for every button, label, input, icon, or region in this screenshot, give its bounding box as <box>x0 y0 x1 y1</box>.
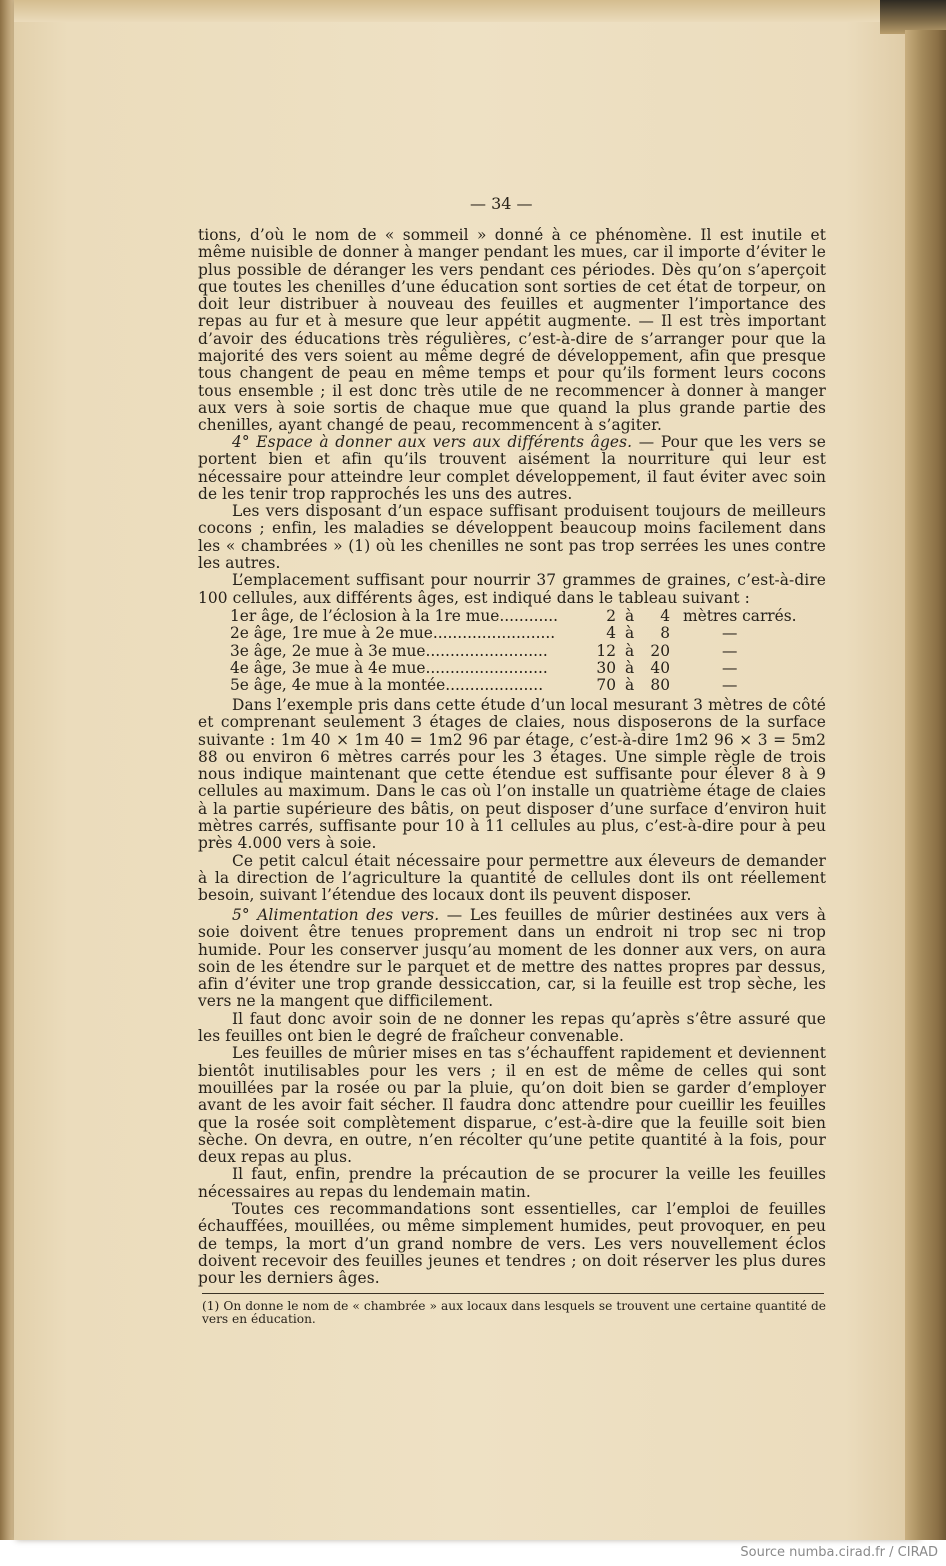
next-page-edge <box>905 30 946 1540</box>
table-row <box>230 608 800 625</box>
table-to: 40 <box>650 658 670 677</box>
table-row-label: 3e âge, 2e mue à 3e mue......................... <box>230 641 548 660</box>
table-to: 20 <box>650 641 670 660</box>
table-row <box>230 660 800 677</box>
binding-shadow <box>880 0 946 34</box>
table-row-label: 5e âge, 4e mue à la montée.................... <box>230 676 544 695</box>
body-text-middle <box>198 697 826 905</box>
table-ditto: — <box>722 676 738 695</box>
section-4-paragraph <box>198 434 826 503</box>
paragraph: Les feuilles de mûrier mises en tas s’échauffent rapidement et deviennent bientôt inutilisables pour les vers ; il en est de même de celles qui sont mouillées par la rosée ou par la pluie, qu’on doit bien se garder d’employer avant de les avoir fait sécher. Il faudra donc attendre pour cueillir les feuilles que la rosée soit complètement disparue, c’est-à-dire que la feuille soit bien sèche. On devra, en outre, n’en récolter qu’une petite quantité à la fois, pour deux repas au plus. <box>198 1044 826 1167</box>
table-row-label: 4e âge, 3e mue à 4e mue......................... <box>230 658 548 677</box>
section-5 <box>198 907 826 1288</box>
table-from: 2 <box>606 607 616 625</box>
table-row-label: 2e âge, 1re mue à 2e mue......................... <box>230 624 556 643</box>
table-from: 70 <box>596 676 616 695</box>
page-number: — 34 — <box>470 194 533 213</box>
table-row-label: 1er âge, de l’éclosion à la 1re mue............ <box>230 607 559 625</box>
table-row <box>230 625 800 642</box>
section-4-text: — Pour que les vers se portent bien et afin qu’ils trouvent aisément la nourriture qui leur est nécessaire pour atteindre leur complet développement, il faut éviter avec soin de les tenir trop rapprochés les uns des autres. <box>198 433 826 503</box>
paragraph: tions, d’où le nom de « sommeil » donné à ce phénomène. Il est inutile et même nuisible de donner à manger pendant les mues, car il importe d’éviter le plus possible de déranger les vers pendant ces périodes. Dès qu’on s’aperçoit que toutes les chenilles d’une éducation sont sorties de cet état de torpeur, on doit leur distribuer à nouveau des feuilles et augmenter l’importance des repas au fur et à mesure que leur appétit augmente. — Il est très important d’avoir des éducations très régulières, c’est-à-dire de s’arranger pour que la majorité des vers soient au même degré de développement, afin que presque tous changent de peau en même temps et pour qu’ils forment leurs cocons tous ensemble ; il est donc très utile de ne recommencer à donner à manger aux vers à soie sortis de chaque mue que quand la plus grande partie des chenilles, ayant changé de peau, recommencent à s’agiter. <box>198 226 826 435</box>
footnote-rule <box>202 1293 824 1294</box>
table-ditto: — <box>722 658 738 677</box>
table-row <box>230 677 800 694</box>
table-ditto: — <box>722 641 738 660</box>
paragraph: Toutes ces recommandations sont essentielles, car l’emploi de feuilles échauffées, mouillées, ou même simplement humides, peut provoquer, en peu de temps, la mort d’un grand nombre de vers. Les vers nouvellement éclos doivent recevoir des feuilles jeunes et tendres ; on doit réserver les plus dures pour les derniers âges. <box>198 1200 826 1288</box>
table-to: 8 <box>660 624 670 643</box>
table-to: 4 <box>660 607 670 625</box>
table-sep: à <box>625 641 635 660</box>
table-from: 12 <box>596 641 616 660</box>
table-sep: à <box>625 658 635 677</box>
table-unit: mètres carrés. <box>683 607 797 625</box>
section-4-heading: 4° Espace à donner aux vers aux différents âges. <box>232 433 633 451</box>
table-from: 30 <box>596 658 616 677</box>
table-row <box>230 643 800 660</box>
table-sep: à <box>625 624 635 643</box>
paragraph: Il faut donc avoir soin de ne donner les repas qu’après s’être assuré que les feuilles ont bien le degré de fraîcheur convenable. <box>198 1009 826 1046</box>
paragraph: Les vers disposant d’un espace suffisant produisent toujours de meilleurs cocons ; enfin, les maladies se développent beaucoup moins facilement dans les « chambrées » (1) où les chenilles ne sont pas trop serrées les unes contre les autres. <box>198 502 826 573</box>
section-4 <box>198 434 826 607</box>
table-to: 80 <box>650 676 670 695</box>
section-5-paragraph <box>198 907 826 1011</box>
table-ditto: — <box>722 624 738 643</box>
body-text-top <box>198 227 826 435</box>
table-sep: à <box>625 607 635 625</box>
footnote: (1) On donne le nom de « chambrée » aux locaux dans lesquels se trouvent une certaine quantité de vers en éducation. <box>202 1299 826 1326</box>
paragraph: Ce petit calcul était nécessaire pour permettre aux éleveurs de demander à la direction de l’agriculture la quantité de cellules dont ils ont réellement besoin, suivant l’étendue des locaux dont ils peuvent disposer. <box>198 851 826 905</box>
paragraph: Il faut, enfin, prendre la précaution de se procurer la veille les feuilles nécessaires au repas du lendemain matin. <box>198 1165 826 1201</box>
table-from: 4 <box>606 624 616 643</box>
paragraph: Dans l’exemple pris dans cette étude d’un local mesurant 3 mètres de côté et comprenant seulement 3 étages de claies, nous disposerons de la surface suivante : 1m 40 × 1m 40 = 1m2 96 par étage, c’est-à-dire 1m2 96 × 3 = 5m2 88 ou environ 6 mètres carrés pour les 3 étages. Une simple règle de trois nous indique maintenant que cette étendue est suffisante pour élever 8 à 9 cellules au maximum. Dans le cas où l’on installe un quatrième étage de claies à la partie supérieure des bâtis, on peut disposer d’une surface d’environ huit mètres carrés, suffisante pour 10 à 11 cellules au plus, c’est-à-dire pour à peu près 4.000 vers à soie. <box>198 696 826 853</box>
section-5-heading: 5° Alimentation des vers. <box>232 906 440 924</box>
space-table <box>230 608 800 694</box>
page-top-edge <box>14 0 918 22</box>
section-5-text: — Les feuilles de mûrier destinées aux vers à soie doivent être tenues proprement dans un endroit ni trop sec ni trop humide. Pour les conserver jusqu’au moment de les donner aux vers, on aura soin de les étendre sur le parquet et de mettre des nattes propres par dessus, afin d’éviter une trop grande dessiccation, car, si la feuille est trop sèche, les vers ne la mangent que difficilement. <box>198 906 826 1011</box>
table-sep: à <box>625 676 635 695</box>
source-credit: Source numba.cirad.fr / CIRAD <box>740 1545 938 1560</box>
paragraph: L’emplacement suffisant pour nourrir 37 grammes de graines, c’est-à-dire 100 cellules, aux différents âges, est indiqué dans le tableau suivant : <box>198 571 826 607</box>
